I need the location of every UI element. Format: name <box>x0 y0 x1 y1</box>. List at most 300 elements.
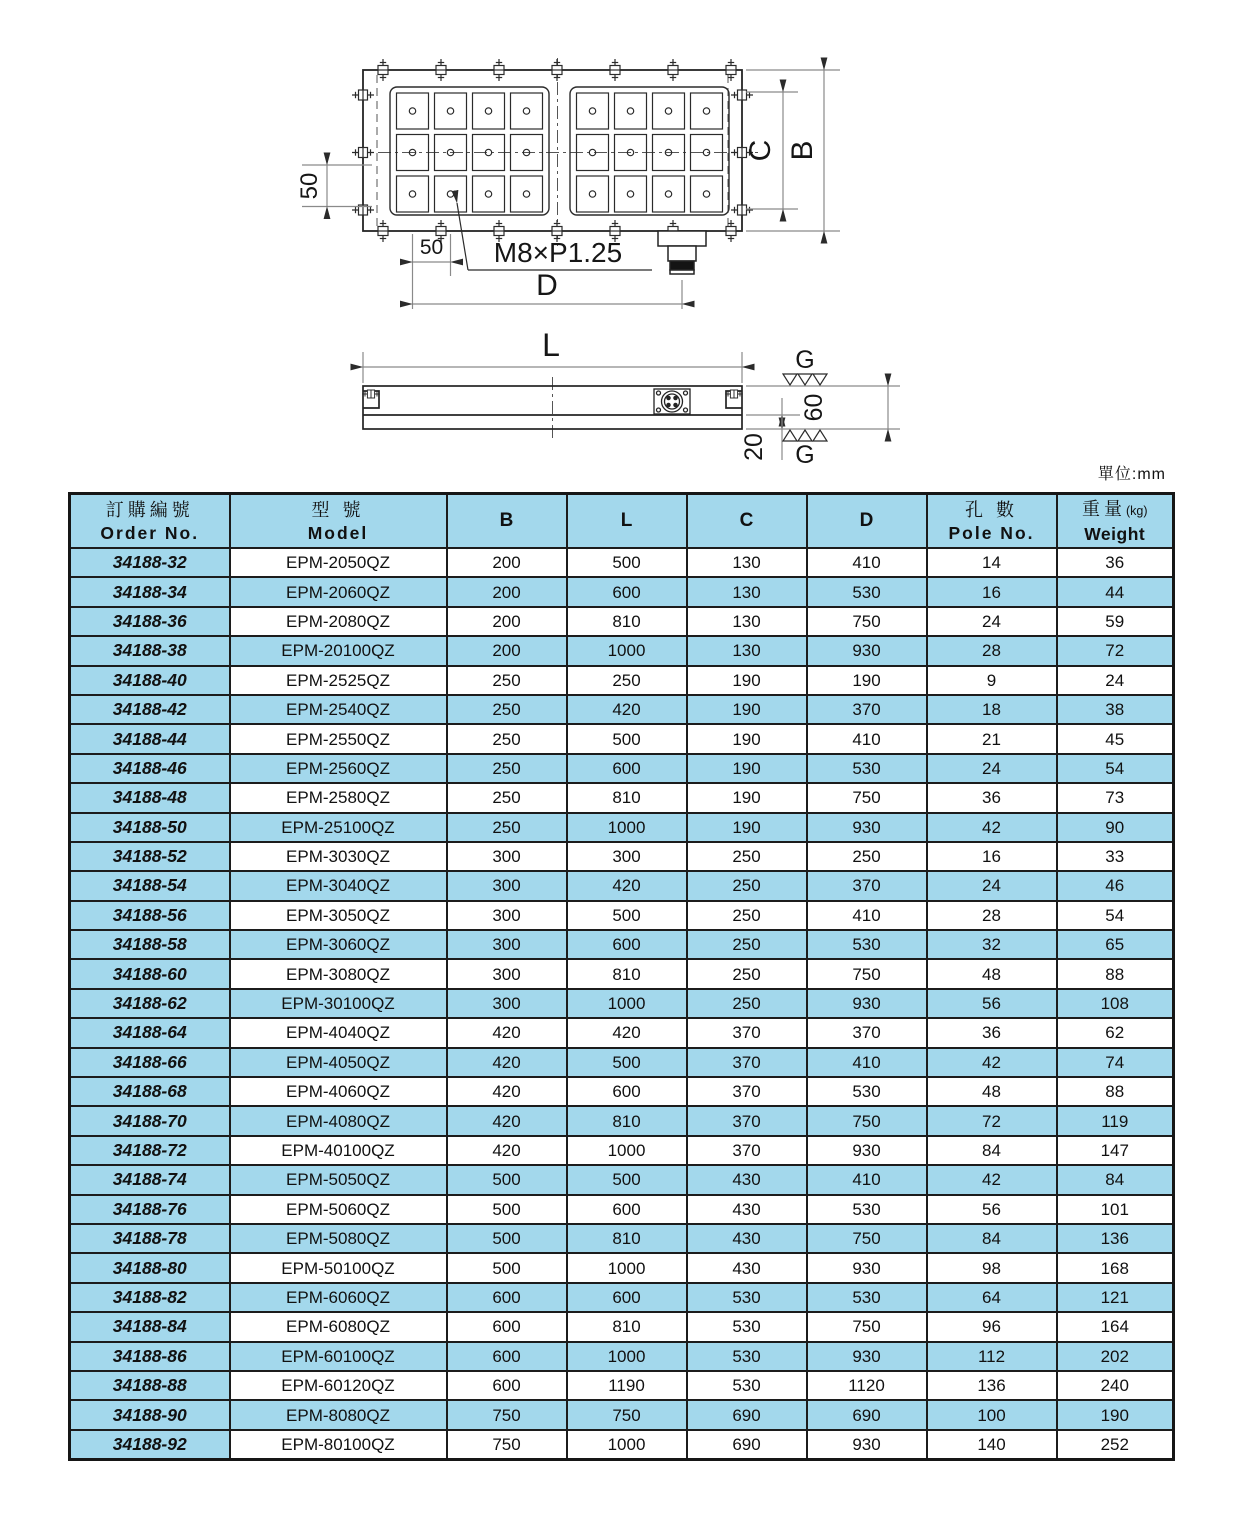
table-row <box>70 754 1174 783</box>
cell-c: 190 <box>687 724 807 753</box>
cell-pole: 136 <box>927 1371 1057 1400</box>
dim-50-horizontal-label: 50 <box>419 236 444 259</box>
cell-pole: 18 <box>927 695 1057 724</box>
cell-pole: 24 <box>927 754 1057 783</box>
cell-weight: 90 <box>1057 813 1174 842</box>
cell-pole: 42 <box>927 1165 1057 1194</box>
header-c: C <box>687 494 807 549</box>
cell-model: EPM-2525QZ <box>230 666 447 695</box>
cell-pole: 48 <box>927 959 1057 988</box>
cell-model: EPM-3050QZ <box>230 901 447 930</box>
dim-60-label: 60 <box>800 393 828 422</box>
table-row <box>70 548 1174 577</box>
table-row <box>70 1224 1174 1253</box>
cell-l: 500 <box>567 1165 687 1194</box>
cell-model: EPM-2080QZ <box>230 607 447 636</box>
table-row <box>70 724 1174 753</box>
cell-l: 500 <box>567 901 687 930</box>
cell-c: 370 <box>687 1048 807 1077</box>
cell-model: EPM-5060QZ <box>230 1195 447 1224</box>
cell-c: 190 <box>687 754 807 783</box>
cell-l: 1000 <box>567 1342 687 1371</box>
cell-c: 430 <box>687 1253 807 1282</box>
grind-top-label: G <box>795 346 815 374</box>
cell-pole: 36 <box>927 1018 1057 1047</box>
table-row <box>70 901 1174 930</box>
cell-weight: 101 <box>1057 1195 1174 1224</box>
cell-d: 1120 <box>807 1371 927 1400</box>
header-d: D <box>807 494 927 549</box>
header-order-no: 訂購編號 Order No. <box>70 494 230 549</box>
cell-weight: 73 <box>1057 783 1174 812</box>
cell-c: 190 <box>687 813 807 842</box>
cell-d: 930 <box>807 989 927 1018</box>
cell-order: 34188-70 <box>70 1106 230 1135</box>
cell-l: 500 <box>567 548 687 577</box>
cell-order: 34188-34 <box>70 577 230 606</box>
cell-b: 750 <box>447 1430 567 1460</box>
side-view <box>362 327 900 469</box>
cell-pole: 16 <box>927 842 1057 871</box>
cell-c: 530 <box>687 1342 807 1371</box>
cell-b: 420 <box>447 1077 567 1106</box>
cell-l: 810 <box>567 783 687 812</box>
cell-c: 370 <box>687 1077 807 1106</box>
cell-c: 250 <box>687 959 807 988</box>
table-row <box>70 607 1174 636</box>
cell-c: 250 <box>687 901 807 930</box>
cell-weight: 33 <box>1057 842 1174 871</box>
cell-model: EPM-60100QZ <box>230 1342 447 1371</box>
cell-b: 500 <box>447 1195 567 1224</box>
cell-model: EPM-2060QZ <box>230 577 447 606</box>
cell-pole: 16 <box>927 577 1057 606</box>
cell-c: 530 <box>687 1283 807 1312</box>
cell-c: 190 <box>687 695 807 724</box>
cell-d: 410 <box>807 724 927 753</box>
cell-l: 810 <box>567 959 687 988</box>
cell-d: 190 <box>807 666 927 695</box>
cell-weight: 54 <box>1057 901 1174 930</box>
cell-d: 750 <box>807 1224 927 1253</box>
table-row <box>70 871 1174 900</box>
cell-weight: 121 <box>1057 1283 1174 1312</box>
cell-l: 250 <box>567 666 687 695</box>
cell-order: 34188-66 <box>70 1048 230 1077</box>
cell-order: 34188-32 <box>70 548 230 577</box>
cell-pole: 14 <box>927 548 1057 577</box>
cell-d: 530 <box>807 754 927 783</box>
table-row <box>70 813 1174 842</box>
table-row <box>70 783 1174 812</box>
dim-20-label: 20 <box>740 433 768 461</box>
cell-l: 750 <box>567 1400 687 1429</box>
cell-d: 930 <box>807 1430 927 1460</box>
table-row <box>70 1048 1174 1077</box>
grind-mark-bottom-icon <box>783 430 827 441</box>
cell-c: 530 <box>687 1312 807 1341</box>
cell-order: 34188-54 <box>70 871 230 900</box>
cell-pole: 42 <box>927 1048 1057 1077</box>
cell-pole: 24 <box>927 607 1057 636</box>
cell-b: 500 <box>447 1253 567 1282</box>
cell-weight: 38 <box>1057 695 1174 724</box>
cell-model: EPM-2540QZ <box>230 695 447 724</box>
cell-order: 34188-90 <box>70 1400 230 1429</box>
cell-b: 750 <box>447 1400 567 1429</box>
cell-pole: 64 <box>927 1283 1057 1312</box>
cell-b: 250 <box>447 666 567 695</box>
table-row <box>70 577 1174 606</box>
cell-d: 530 <box>807 930 927 959</box>
cell-weight: 72 <box>1057 636 1174 665</box>
cell-model: EPM-50100QZ <box>230 1253 447 1282</box>
cell-pole: 112 <box>927 1342 1057 1371</box>
cell-pole: 56 <box>927 989 1057 1018</box>
cell-d: 370 <box>807 1018 927 1047</box>
cell-order: 34188-84 <box>70 1312 230 1341</box>
header-model: 型 號 Model <box>230 494 447 549</box>
cell-pole: 100 <box>927 1400 1057 1429</box>
cell-b: 600 <box>447 1283 567 1312</box>
cell-weight: 190 <box>1057 1400 1174 1429</box>
cell-l: 1000 <box>567 1136 687 1165</box>
cell-b: 500 <box>447 1165 567 1194</box>
connector-plan <box>658 231 706 274</box>
cell-c: 430 <box>687 1195 807 1224</box>
cell-l: 600 <box>567 1283 687 1312</box>
cell-weight: 44 <box>1057 577 1174 606</box>
cell-l: 1000 <box>567 1430 687 1460</box>
cell-d: 410 <box>807 1048 927 1077</box>
cell-b: 500 <box>447 1224 567 1253</box>
header-b: B <box>447 494 567 549</box>
cell-c: 130 <box>687 636 807 665</box>
cell-order: 34188-64 <box>70 1018 230 1047</box>
cell-weight: 240 <box>1057 1371 1174 1400</box>
cell-b: 200 <box>447 548 567 577</box>
cell-c: 370 <box>687 1106 807 1135</box>
cell-b: 250 <box>447 695 567 724</box>
table-row <box>70 666 1174 695</box>
cell-b: 300 <box>447 871 567 900</box>
cell-b: 250 <box>447 813 567 842</box>
cell-order: 34188-76 <box>70 1195 230 1224</box>
technical-drawing <box>0 0 1240 486</box>
grind-mark-top-icon <box>783 374 827 385</box>
cell-b: 300 <box>447 959 567 988</box>
cell-order: 34188-58 <box>70 930 230 959</box>
cell-d: 930 <box>807 1342 927 1371</box>
cell-order: 34188-38 <box>70 636 230 665</box>
cell-weight: 168 <box>1057 1253 1174 1282</box>
cell-pole: 36 <box>927 783 1057 812</box>
cell-l: 420 <box>567 871 687 900</box>
cell-pole: 72 <box>927 1106 1057 1135</box>
cell-model: EPM-4060QZ <box>230 1077 447 1106</box>
cell-weight: 45 <box>1057 724 1174 753</box>
cell-c: 370 <box>687 1136 807 1165</box>
header-weight: 重量(kg) Weight <box>1057 494 1174 549</box>
cell-order: 34188-40 <box>70 666 230 695</box>
table-row <box>70 1077 1174 1106</box>
cell-c: 250 <box>687 989 807 1018</box>
cell-model: EPM-25100QZ <box>230 813 447 842</box>
cell-d: 530 <box>807 1283 927 1312</box>
cell-l: 810 <box>567 1106 687 1135</box>
cell-d: 370 <box>807 695 927 724</box>
cell-c: 430 <box>687 1165 807 1194</box>
cell-order: 34188-44 <box>70 724 230 753</box>
cell-d: 410 <box>807 548 927 577</box>
cell-pole: 9 <box>927 666 1057 695</box>
cell-c: 130 <box>687 548 807 577</box>
cell-b: 200 <box>447 607 567 636</box>
cell-pole: 24 <box>927 871 1057 900</box>
cell-model: EPM-3080QZ <box>230 959 447 988</box>
cell-c: 190 <box>687 666 807 695</box>
cell-b: 300 <box>447 930 567 959</box>
cell-model: EPM-5080QZ <box>230 1224 447 1253</box>
cell-d: 750 <box>807 783 927 812</box>
unit-note: 單位:mm <box>1097 466 1166 483</box>
dim-d-label: D <box>536 269 558 302</box>
dim-c-label: C <box>744 139 777 162</box>
cell-model: EPM-5050QZ <box>230 1165 447 1194</box>
cell-order: 34188-80 <box>70 1253 230 1282</box>
cell-l: 810 <box>567 1224 687 1253</box>
cell-weight: 59 <box>1057 607 1174 636</box>
cell-order: 34188-86 <box>70 1342 230 1371</box>
cell-pole: 84 <box>927 1224 1057 1253</box>
cell-d: 530 <box>807 1195 927 1224</box>
cell-model: EPM-60120QZ <box>230 1371 447 1400</box>
cell-model: EPM-30100QZ <box>230 989 447 1018</box>
cell-weight: 46 <box>1057 871 1174 900</box>
cell-weight: 36 <box>1057 548 1174 577</box>
cell-d: 930 <box>807 1253 927 1282</box>
cell-b: 600 <box>447 1312 567 1341</box>
table-row <box>70 1283 1174 1312</box>
cell-weight: 108 <box>1057 989 1174 1018</box>
table-row <box>70 1018 1174 1047</box>
table-row <box>70 842 1174 871</box>
cell-b: 250 <box>447 724 567 753</box>
cell-d: 410 <box>807 901 927 930</box>
cell-d: 370 <box>807 871 927 900</box>
cell-c: 130 <box>687 607 807 636</box>
cell-b: 300 <box>447 842 567 871</box>
cell-d: 930 <box>807 813 927 842</box>
table-row <box>70 1195 1174 1224</box>
cell-model: EPM-8080QZ <box>230 1400 447 1429</box>
cell-b: 250 <box>447 783 567 812</box>
dim-l-label: L <box>542 327 560 363</box>
cell-order: 34188-60 <box>70 959 230 988</box>
cell-b: 600 <box>447 1342 567 1371</box>
connector-side <box>654 389 690 414</box>
table-row <box>70 1342 1174 1371</box>
cell-weight: 62 <box>1057 1018 1174 1047</box>
cell-weight: 88 <box>1057 1077 1174 1106</box>
cell-pole: 56 <box>927 1195 1057 1224</box>
cell-order: 34188-82 <box>70 1283 230 1312</box>
cell-weight: 202 <box>1057 1342 1174 1371</box>
cell-model: EPM-4050QZ <box>230 1048 447 1077</box>
cell-order: 34188-68 <box>70 1077 230 1106</box>
cell-c: 130 <box>687 577 807 606</box>
cell-order: 34188-88 <box>70 1371 230 1400</box>
cell-c: 250 <box>687 930 807 959</box>
dim-b-label: B <box>786 140 819 161</box>
cell-pole: 84 <box>927 1136 1057 1165</box>
cell-pole: 48 <box>927 1077 1057 1106</box>
cell-model: EPM-4040QZ <box>230 1018 447 1047</box>
cell-weight: 88 <box>1057 959 1174 988</box>
table-row <box>70 1253 1174 1282</box>
grind-bottom-label: G <box>795 441 815 469</box>
cell-b: 600 <box>447 1371 567 1400</box>
cell-weight: 147 <box>1057 1136 1174 1165</box>
table-row <box>70 989 1174 1018</box>
cell-l: 1000 <box>567 813 687 842</box>
cell-d: 930 <box>807 1136 927 1165</box>
cell-l: 600 <box>567 577 687 606</box>
cell-c: 370 <box>687 1018 807 1047</box>
cell-l: 810 <box>567 1312 687 1341</box>
spec-table-header <box>70 494 1174 549</box>
cell-d: 930 <box>807 636 927 665</box>
cell-order: 34188-52 <box>70 842 230 871</box>
cell-d: 410 <box>807 1165 927 1194</box>
cell-l: 1000 <box>567 989 687 1018</box>
cell-pole: 98 <box>927 1253 1057 1282</box>
cell-order: 34188-92 <box>70 1430 230 1460</box>
header-pole-no: 孔 數 Pole No. <box>927 494 1057 549</box>
table-row <box>70 695 1174 724</box>
cell-d: 750 <box>807 1106 927 1135</box>
cell-c: 530 <box>687 1371 807 1400</box>
cell-order: 34188-56 <box>70 901 230 930</box>
cell-order: 34188-74 <box>70 1165 230 1194</box>
cell-d: 690 <box>807 1400 927 1429</box>
cell-model: EPM-2050QZ <box>230 548 447 577</box>
cell-order: 34188-48 <box>70 783 230 812</box>
cell-b: 420 <box>447 1106 567 1135</box>
cell-l: 500 <box>567 1048 687 1077</box>
cell-order: 34188-42 <box>70 695 230 724</box>
cell-pole: 42 <box>927 813 1057 842</box>
cell-order: 34188-72 <box>70 1136 230 1165</box>
cell-l: 300 <box>567 842 687 871</box>
cell-l: 600 <box>567 1195 687 1224</box>
cell-c: 250 <box>687 871 807 900</box>
cell-l: 600 <box>567 1077 687 1106</box>
cell-b: 300 <box>447 901 567 930</box>
cell-order: 34188-62 <box>70 989 230 1018</box>
cell-model: EPM-4080QZ <box>230 1106 447 1135</box>
cell-l: 600 <box>567 754 687 783</box>
cell-pole: 21 <box>927 724 1057 753</box>
cell-weight: 65 <box>1057 930 1174 959</box>
cell-c: 430 <box>687 1224 807 1253</box>
table-row <box>70 1136 1174 1165</box>
cell-weight: 136 <box>1057 1224 1174 1253</box>
cell-b: 200 <box>447 636 567 665</box>
cell-model: EPM-40100QZ <box>230 1136 447 1165</box>
cell-weight: 74 <box>1057 1048 1174 1077</box>
table-row <box>70 930 1174 959</box>
cell-c: 690 <box>687 1430 807 1460</box>
cell-d: 750 <box>807 1312 927 1341</box>
spec-table-body <box>70 548 1174 1460</box>
cell-b: 300 <box>447 989 567 1018</box>
cell-pole: 28 <box>927 901 1057 930</box>
cell-model: EPM-6080QZ <box>230 1312 447 1341</box>
cell-model: EPM-6060QZ <box>230 1283 447 1312</box>
thread-label: M8×P1.25 <box>493 237 623 268</box>
cell-b: 250 <box>447 754 567 783</box>
cell-weight: 84 <box>1057 1165 1174 1194</box>
cell-pole: 28 <box>927 636 1057 665</box>
cell-d: 250 <box>807 842 927 871</box>
table-row <box>70 959 1174 988</box>
cell-c: 690 <box>687 1400 807 1429</box>
cell-d: 750 <box>807 607 927 636</box>
cell-d: 530 <box>807 1077 927 1106</box>
cell-pole: 96 <box>927 1312 1057 1341</box>
table-row <box>70 1400 1174 1429</box>
cell-order: 34188-36 <box>70 607 230 636</box>
table-row <box>70 1312 1174 1341</box>
cell-weight: 24 <box>1057 666 1174 695</box>
cell-b: 420 <box>447 1136 567 1165</box>
table-row <box>70 1371 1174 1400</box>
cell-order: 34188-50 <box>70 813 230 842</box>
spec-table <box>68 492 1175 1461</box>
cell-model: EPM-2580QZ <box>230 783 447 812</box>
cell-b: 420 <box>447 1018 567 1047</box>
table-row <box>70 1165 1174 1194</box>
cell-b: 200 <box>447 577 567 606</box>
cell-order: 34188-46 <box>70 754 230 783</box>
cell-l: 810 <box>567 607 687 636</box>
cell-model: EPM-3030QZ <box>230 842 447 871</box>
cell-model: EPM-3040QZ <box>230 871 447 900</box>
cell-b: 420 <box>447 1048 567 1077</box>
cell-l: 420 <box>567 695 687 724</box>
dim-50-vertical-label: 50 <box>296 172 323 200</box>
cell-order: 34188-78 <box>70 1224 230 1253</box>
cell-model: EPM-20100QZ <box>230 636 447 665</box>
cell-weight: 119 <box>1057 1106 1174 1135</box>
cell-l: 420 <box>567 1018 687 1047</box>
cell-l: 1000 <box>567 1253 687 1282</box>
cell-model: EPM-3060QZ <box>230 930 447 959</box>
cell-pole: 140 <box>927 1430 1057 1460</box>
cell-weight: 164 <box>1057 1312 1174 1341</box>
cell-l: 500 <box>567 724 687 753</box>
header-l: L <box>567 494 687 549</box>
cell-model: EPM-80100QZ <box>230 1430 447 1460</box>
cell-d: 530 <box>807 577 927 606</box>
cell-weight: 252 <box>1057 1430 1174 1460</box>
cell-c: 190 <box>687 783 807 812</box>
cell-l: 1000 <box>567 636 687 665</box>
cell-model: EPM-2550QZ <box>230 724 447 753</box>
table-row <box>70 636 1174 665</box>
cell-model: EPM-2560QZ <box>230 754 447 783</box>
